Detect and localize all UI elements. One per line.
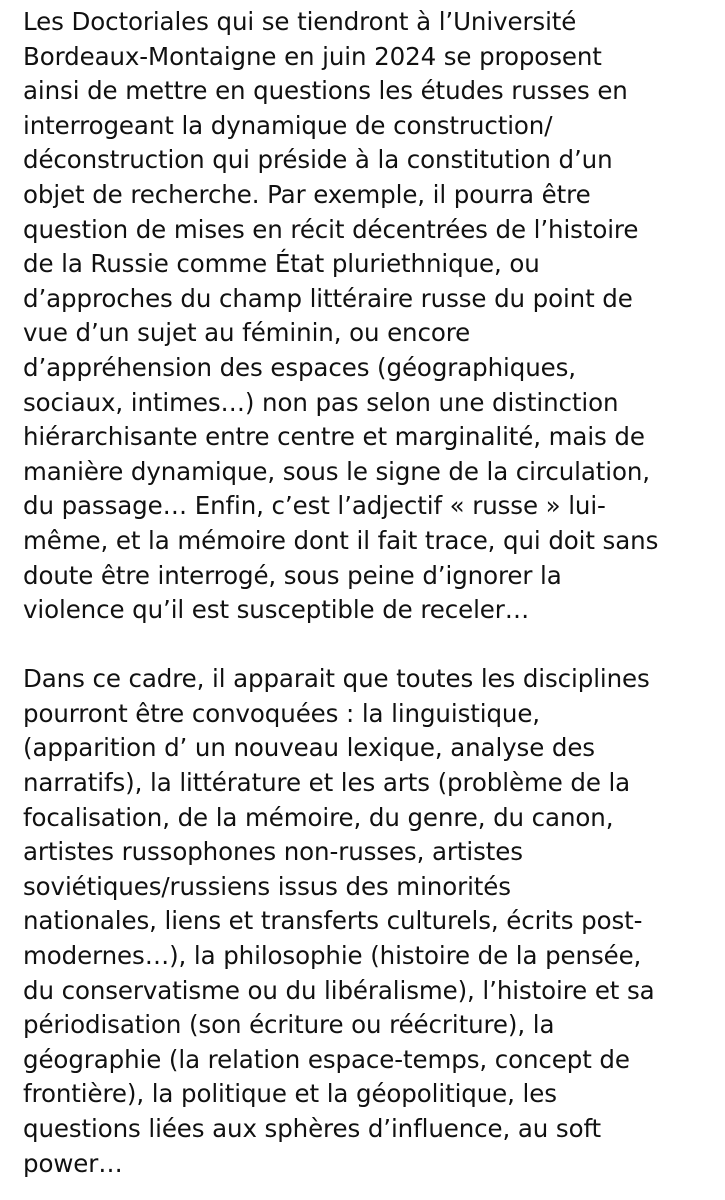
text-line: questions liées aux sphères d’influence, au soft <box>23 1114 602 1143</box>
text-line: même, et la mémoire dont il fait trace, qui doit sans <box>23 525 659 555</box>
text-line: interrogeant la dynamique de construction/ <box>23 110 553 140</box>
text-line: modernes…), la philosophie (histoire de la pensée, <box>23 941 642 971</box>
text-line: d’appréhension des espaces (géographiques, <box>23 352 576 382</box>
text-line: focalisation, de la mémoire, du genre, du canon, <box>23 802 614 832</box>
text-line: question de mises en récit décentrées de l’histoire <box>23 214 639 244</box>
text-line: sociaux, intimes…) non pas selon une distinction <box>23 387 619 417</box>
text-line: frontière), la politique et la géopolitique, les <box>23 1079 557 1109</box>
text-line: nationales, liens et transferts culturels, écrits post- <box>23 906 643 936</box>
text-line: pourront être convoquées : la linguistique, <box>23 698 540 728</box>
text-line: du passage… Enfin, c’est l’adjectif « russe » lui- <box>23 491 606 521</box>
text-line: périodisation (son écriture ou réécriture), la <box>23 1010 555 1040</box>
text-line: doute être interrogé, sous peine d’ignorer la <box>23 560 562 590</box>
paragraph-spacer <box>23 628 723 663</box>
text-line: Bordeaux-Montaigne en juin 2024 se proposent <box>23 41 602 71</box>
text-line: narratifs), la littérature et les arts (problème de la <box>23 768 631 798</box>
text-line: ainsi de mettre en questions les études russes en <box>23 76 628 106</box>
text-line: power… <box>23 1148 123 1178</box>
text-line: vue d’un sujet au féminin, ou encore <box>23 318 471 348</box>
text-line: de la Russie comme État pluriethnique, ou <box>23 249 540 279</box>
text-line: violence qu’il est susceptible de receler… <box>23 595 530 625</box>
text-line: objet de recherche. Par exemple, il pourra être <box>23 179 591 209</box>
document-text <box>23 5 723 1181</box>
text-line: (apparition d’ un nouveau lexique, analyse des <box>23 733 595 763</box>
text-line: Dans ce cadre, il apparait que toutes les disciplines <box>23 664 650 694</box>
paragraph-1 <box>23 5 723 628</box>
paragraph-2 <box>23 662 723 1181</box>
text-line: du conservatisme ou du libéralisme), l’histoire et sa <box>23 975 655 1005</box>
text-line: d’approches du champ littéraire russe du point de <box>23 283 633 313</box>
text-line: hiérarchisante entre centre et marginalité, mais de <box>23 422 645 452</box>
text-line: manière dynamique, sous le signe de la circulation, <box>23 456 650 486</box>
text-line: soviétiques/russiens issus des minorités <box>23 871 511 901</box>
text-line: géographie (la relation espace-temps, concept de <box>23 1044 630 1074</box>
text-line: Les Doctoriales qui se tiendront à l’Université <box>23 7 577 36</box>
text-line: déconstruction qui préside à la constitution d’un <box>23 145 613 175</box>
text-line: artistes russophones non-russes, artistes <box>23 837 523 867</box>
